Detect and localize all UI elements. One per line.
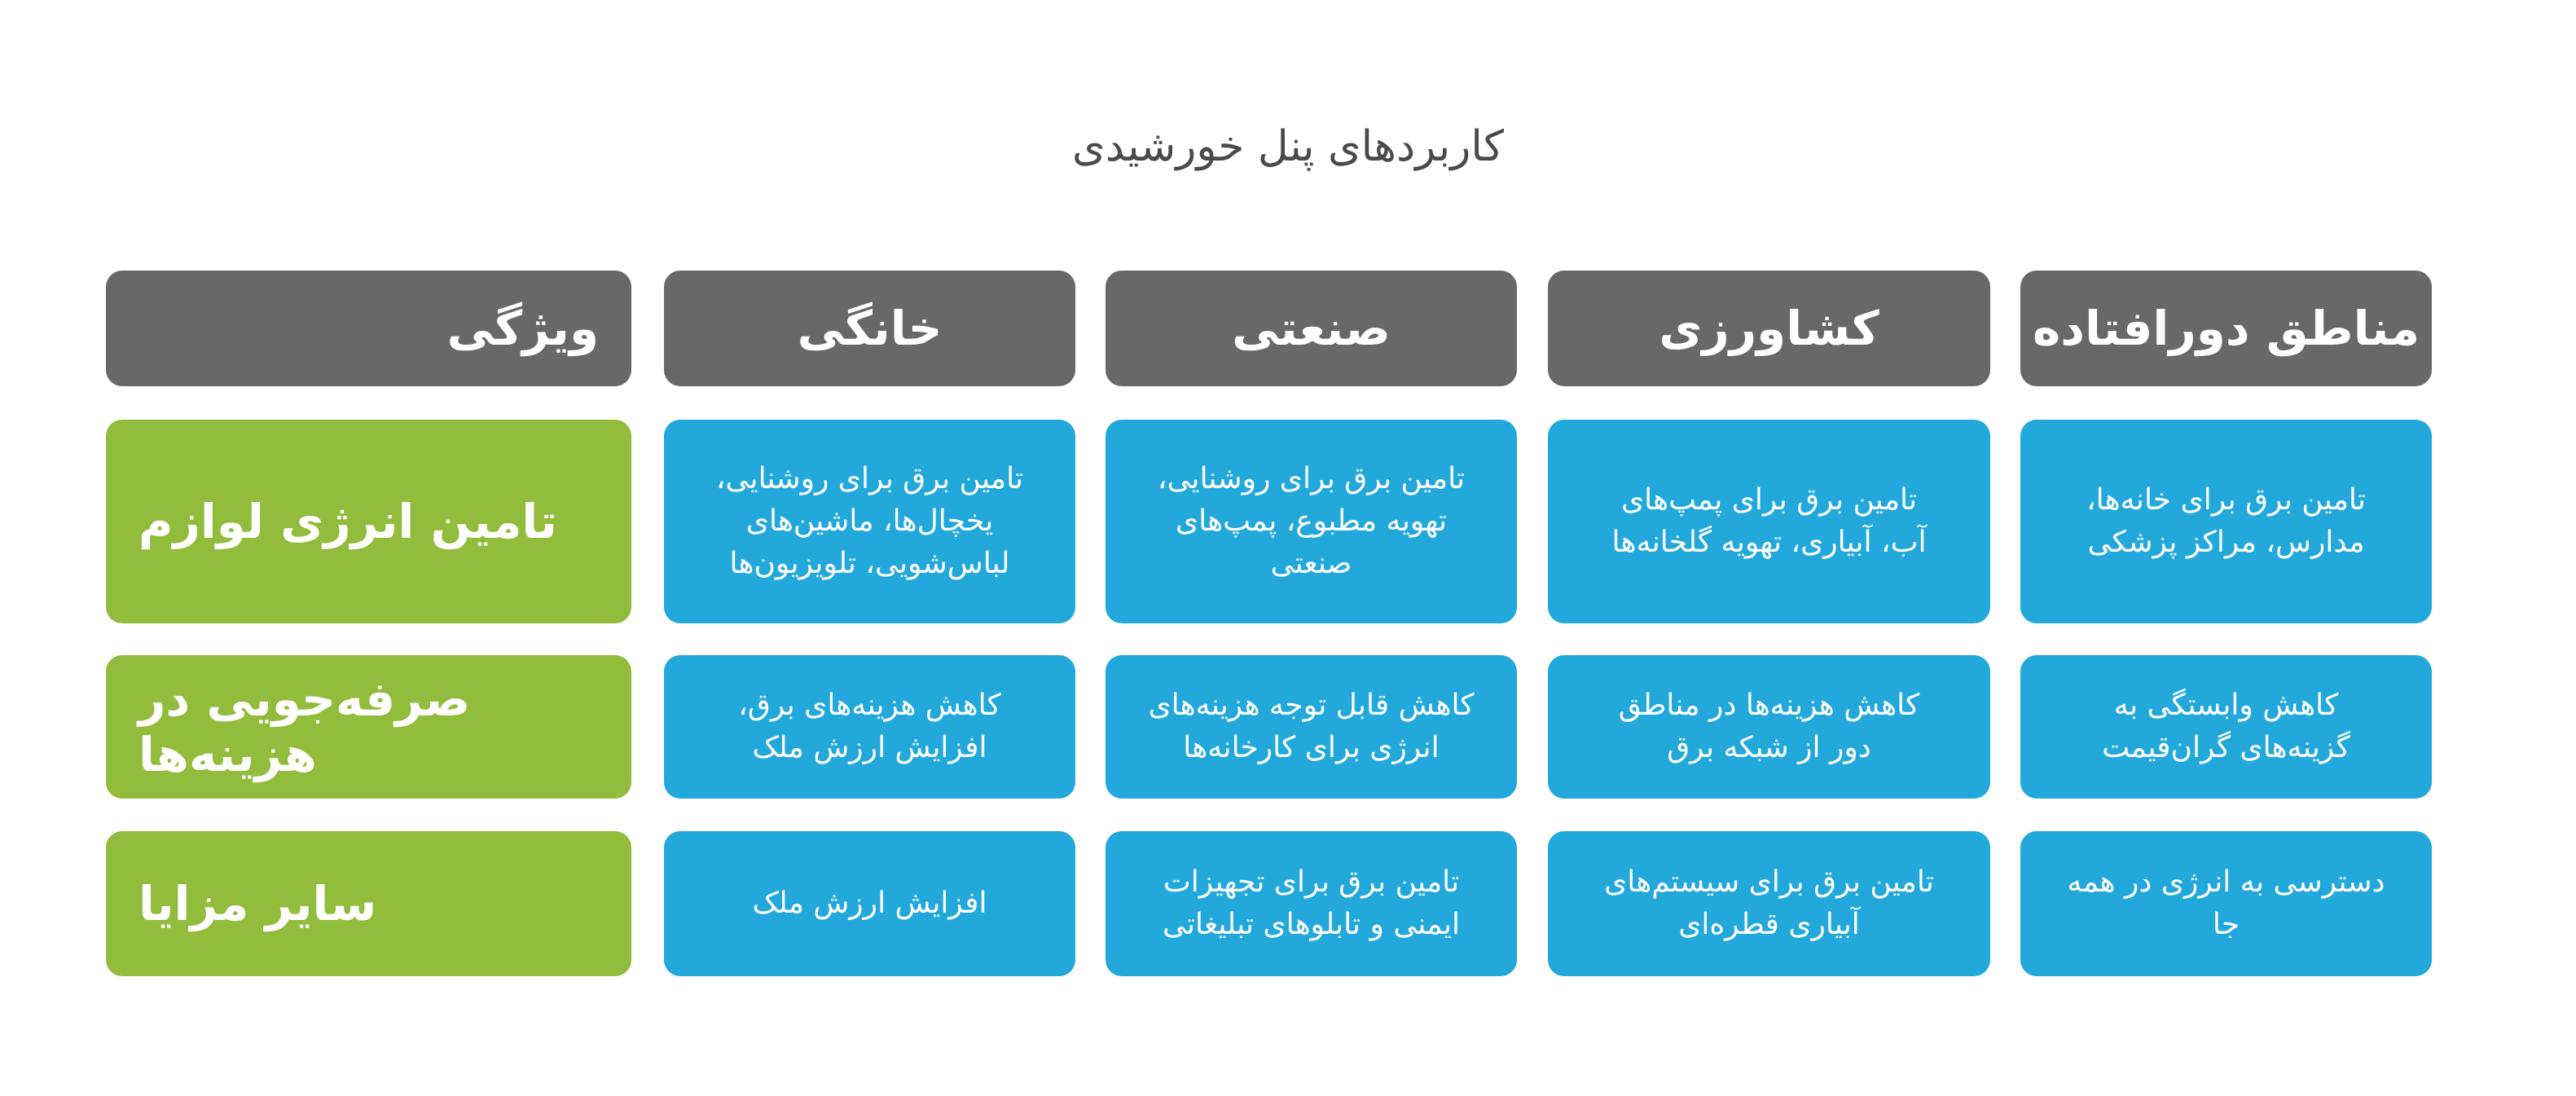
header-home: خانگی — [664, 271, 1075, 386]
header-industrial: صنعتی — [1106, 271, 1517, 386]
feature-cell-cost-saving — [106, 655, 631, 799]
cell-agriculture-other-benefits: تامین برق برای سیستم‌های آبیاری قطره‌ای — [1548, 831, 1990, 976]
cell-remote-energy-supply: تامین برق برای خانه‌ها، مدارس، مراکز پزشکی — [2020, 420, 2432, 623]
header-remote: مناطق دورافتاده — [2020, 271, 2432, 386]
cell-remote-cost-saving: کاهش وابستگی به گزینه‌های گران‌قیمت — [2020, 655, 2432, 799]
feature-label: سایر مزایا — [138, 876, 377, 931]
header-agriculture: کشاورزی — [1548, 271, 1990, 386]
cell-industrial-cost-saving: کاهش قابل توجه هزینه‌های انرژی برای کارخانه‌ها — [1106, 655, 1517, 799]
cell-agriculture-cost-saving: کاهش هزینه‌ها در مناطق دور از شبکه برق — [1548, 655, 1990, 799]
header-feature: ویژگی — [106, 271, 631, 386]
cell-remote-other-benefits: دسترسی به انرژی در همه جا — [2020, 831, 2432, 976]
feature-label: تامین انرژی لوازم — [138, 494, 557, 549]
cell-home-energy-supply: تامین برق برای روشنایی، یخچال‌ها، ماشین‌های لباس‌شویی، تلویزیون‌ها — [664, 420, 1075, 623]
cell-industrial-other-benefits: تامین برق برای تجهیزات ایمنی و تابلوهای تبلیغاتی — [1106, 831, 1517, 976]
cell-home-other-benefits: افزایش ارزش ملک — [664, 831, 1075, 976]
page-title: کاربردهای پنل خورشیدی — [1072, 122, 1504, 171]
feature-cell-energy-supply — [106, 420, 631, 623]
cell-agriculture-energy-supply: تامین برق برای پمپ‌های آب، آبیاری، تهویه گلخانه‌ها — [1548, 420, 1990, 623]
cell-industrial-energy-supply: تامین برق برای روشنایی، تهویه مطبوع، پمپ‌های صنعتی — [1106, 420, 1517, 623]
feature-label: صرفه‌جویی در هزینه‌ها — [138, 671, 471, 782]
feature-cell-other-benefits — [106, 831, 631, 976]
cell-home-cost-saving: کاهش هزینه‌های برق، افزایش ارزش ملک — [664, 655, 1075, 799]
